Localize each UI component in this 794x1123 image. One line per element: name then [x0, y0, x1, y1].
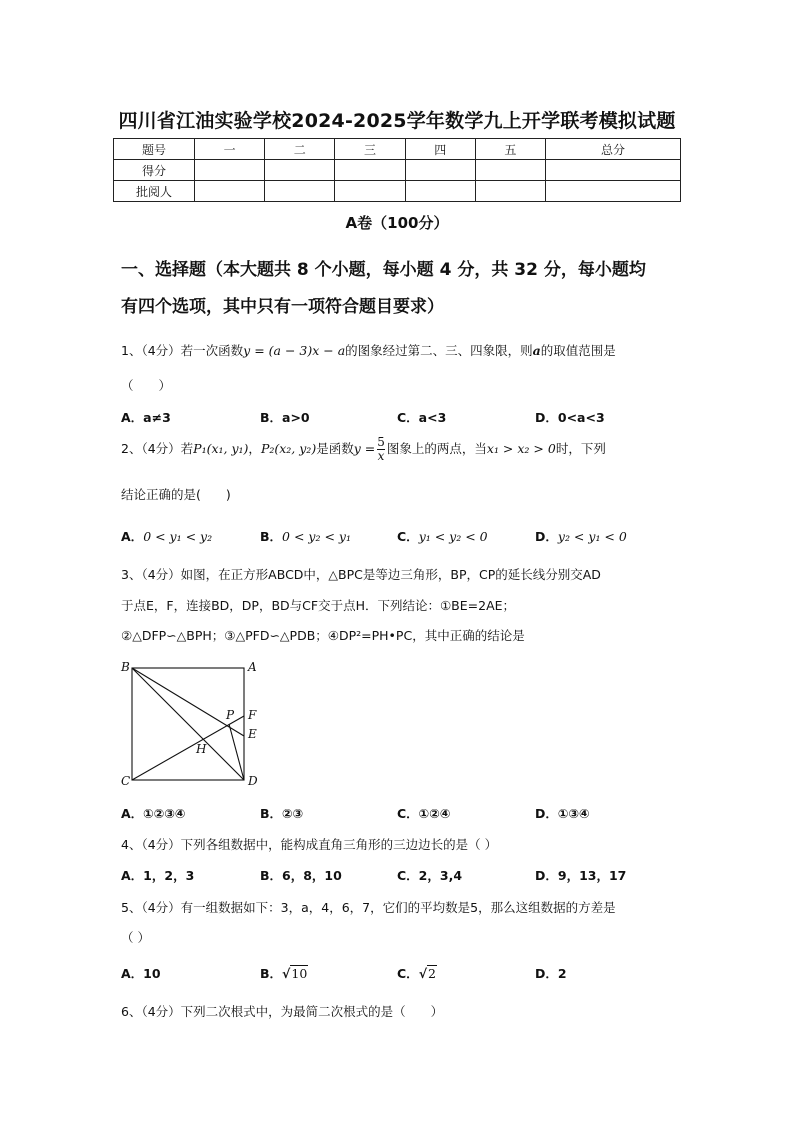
q1-paren: （ ）	[121, 378, 172, 393]
q1-formula: y = (a − 3)x − a	[243, 343, 346, 358]
q1-option-d: D．0<a<3	[535, 410, 605, 425]
score-header-cell: 一	[195, 139, 265, 160]
page-title: 四川省江油实验学校2024-2025学年数学九上开学联考模拟试题	[118, 110, 676, 132]
q2-condition: x₁ > x₂ > 0	[486, 441, 556, 456]
reviewer-cell	[475, 181, 545, 202]
q2-option-a	[121, 527, 212, 545]
q3-option-c: C．①②④	[397, 806, 451, 821]
q1-var: a	[532, 343, 541, 358]
score-table	[113, 138, 681, 202]
label-a: A	[248, 660, 257, 674]
q2-frac-den: x	[377, 449, 385, 463]
q3-line3: ②△DFP∽△BPH；③△PFD∽△PDB；④DP²=PH•PC，其中正确的结论是	[121, 628, 525, 643]
q2-fraction	[377, 436, 385, 463]
score-cell	[195, 160, 265, 181]
score-header-cell: 总分	[546, 139, 681, 160]
q2-option-d	[535, 527, 627, 545]
q2-func-lhs: y =	[353, 441, 376, 456]
q4-option-c: C．2，3,4	[397, 868, 463, 883]
label-e: E	[248, 727, 257, 741]
question-2	[121, 436, 606, 463]
score-header-cell: 题号	[114, 139, 195, 160]
score-header-cell: 四	[405, 139, 475, 160]
q4-option-b: B．6，8，10	[260, 868, 342, 883]
reviewer-cell	[546, 181, 681, 202]
label-h: H	[196, 742, 207, 756]
score-table-header-row	[114, 139, 681, 160]
score-header-cell: 三	[335, 139, 405, 160]
q3-option-b: B．②③	[260, 806, 304, 821]
q5-option-b: B．√10	[260, 966, 308, 981]
q5-option-a: A．10	[121, 966, 161, 981]
q1-option-c: C．a<3	[397, 410, 447, 425]
reviewer-cell	[405, 181, 475, 202]
q3-figure	[118, 660, 278, 790]
segment-bd	[132, 668, 244, 780]
question-6: 6、（4分）下列二次根式中，为最简二次根式的是（ ）	[121, 1004, 444, 1019]
q4-option-d: D．9，13，17	[535, 868, 627, 883]
q2-opt-d-math: y₂ < y₁ < 0	[557, 529, 627, 544]
q1-number: 1、（4分）若一次函数	[121, 343, 244, 358]
label-b: B	[121, 660, 130, 674]
q2-point-2: P₂(x₂, y₂)	[260, 441, 317, 456]
label-d: D	[248, 774, 258, 788]
q5-opt-c-label: C．	[397, 966, 419, 981]
q2-text2: 图象上的两点，当	[386, 441, 487, 456]
q5-paren: （ ）	[121, 930, 150, 945]
score-header-cell: 五	[475, 139, 545, 160]
q2-opt-d-label: D．	[535, 529, 558, 544]
q2-opt-c-label: C．	[397, 529, 419, 544]
q2-option-c	[397, 527, 488, 545]
score-cell	[475, 160, 545, 181]
segment-pd	[229, 724, 244, 780]
question-5: 5、（4分）有一组数据如下：3，a，4，6，7，它们的平均数是5，那么这组数据的方差是	[121, 900, 616, 915]
q2-opt-c-math: y₁ < y₂ < 0	[418, 529, 488, 544]
q5-option-c: C．√2	[397, 966, 436, 981]
score-cell	[265, 160, 335, 181]
reviewer-cell	[265, 181, 335, 202]
q5-opt-b-label: B．	[260, 966, 283, 981]
q5-option-d: D．2	[535, 966, 567, 981]
q2-point-1: P₁(x₁, y₁)	[193, 441, 249, 456]
reviewer-cell	[335, 181, 405, 202]
section-heading-line2: 有四个选项，其中只有一项符合题目要求）	[121, 297, 444, 317]
q3-option-d: D．①③④	[535, 806, 590, 821]
q1-text: 的图象经过第二、三、四象限，则	[345, 343, 533, 358]
label-p: P	[226, 708, 235, 722]
q2-option-b	[260, 527, 351, 545]
reviewer-cell	[195, 181, 265, 202]
q3-line2: 于点E，F，连接BD，DP，BD与CF交于点H．下列结论：①BE=2AE；	[121, 598, 516, 613]
reviewer-row-label: 批阅人	[114, 181, 195, 202]
segment-cf	[132, 716, 244, 780]
question-1	[121, 341, 616, 359]
label-f: F	[248, 708, 257, 722]
q2-text: 是函数	[316, 441, 354, 456]
q2-opt-b-math: 0 < y₂ < y₁	[282, 529, 351, 544]
q2-sep: ，	[248, 441, 261, 456]
q2-text3: 时，下列	[555, 441, 606, 456]
reviewer-row	[114, 181, 681, 202]
q2-opt-a-label: A．	[121, 529, 144, 544]
question-4: 4、（4分）下列各组数据中，能构成直角三角形的三边边长的是（ ）	[121, 837, 498, 852]
q1-option-b: B．a>0	[260, 410, 310, 425]
q4-option-a: A．1，2，3	[121, 868, 195, 883]
score-cell	[405, 160, 475, 181]
score-row-label: 得分	[114, 160, 195, 181]
q1-text2: 的取值范围是	[540, 343, 616, 358]
q5-opt-c-radicand: 2	[428, 966, 436, 981]
q1-option-a: A．a≠3	[121, 410, 171, 425]
score-cell	[546, 160, 681, 181]
q2-opt-b-label: B．	[260, 529, 283, 544]
section-heading-line1: 一、选择题（本大题共 8 个小题，每小题 4 分，共 32 分，每小题均	[121, 260, 646, 280]
q5-opt-b-radicand: 10	[291, 966, 308, 981]
score-cell	[335, 160, 405, 181]
q3-line1: 3、（4分）如图，在正方形ABCD中，△BPC是等边三角形，BP，CP的延长线分别交AD	[121, 567, 601, 582]
score-row	[114, 160, 681, 181]
q2-opt-a-math: 0 < y₁ < y₂	[143, 529, 213, 544]
q3-option-a: A．①②③④	[121, 806, 186, 821]
label-c: C	[121, 774, 131, 788]
q2-number: 2、（4分）若	[121, 441, 194, 456]
q2-line2: 结论正确的是( )	[121, 487, 231, 502]
score-header-cell: 二	[265, 139, 335, 160]
volume-heading: A卷（100分）	[345, 214, 449, 232]
q2-frac-num: 5	[377, 435, 385, 449]
